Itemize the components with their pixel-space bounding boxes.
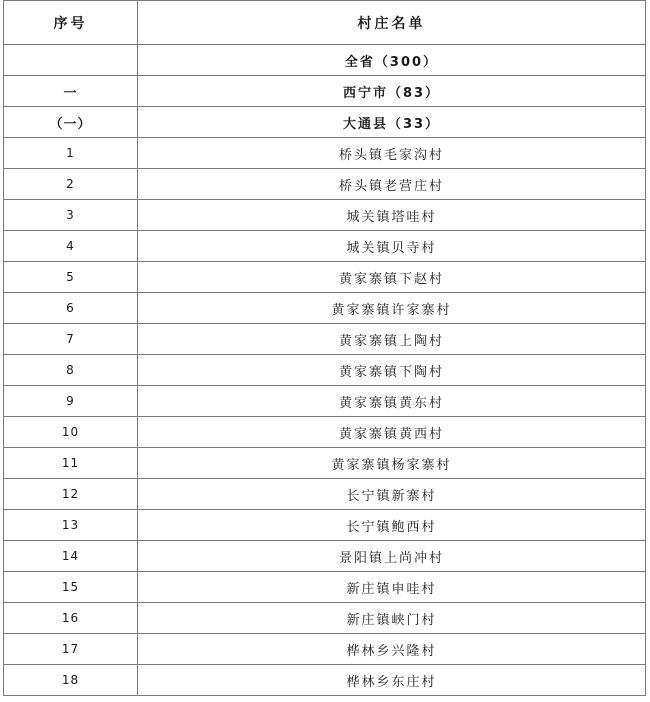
table-row bbox=[4, 324, 646, 355]
summary-row-city bbox=[4, 76, 646, 107]
village-name: 黄家寨镇上陶村 bbox=[138, 324, 646, 355]
row-index: 5 bbox=[4, 262, 138, 293]
summary-name: 全省（300） bbox=[138, 45, 646, 76]
row-index: 2 bbox=[4, 169, 138, 200]
row-index: 18 bbox=[4, 665, 138, 696]
village-name: 黄家寨镇杨家寨村 bbox=[138, 448, 646, 479]
row-index: 12 bbox=[4, 479, 138, 510]
village-name: 长宁镇鲍西村 bbox=[138, 510, 646, 541]
table-header-row bbox=[4, 1, 646, 45]
row-index: 13 bbox=[4, 510, 138, 541]
village-name: 黄家寨镇黄西村 bbox=[138, 417, 646, 448]
row-index: 4 bbox=[4, 231, 138, 262]
row-index: 1 bbox=[4, 138, 138, 169]
table-row bbox=[4, 231, 646, 262]
table-row bbox=[4, 138, 646, 169]
summary-name: 大通县（33） bbox=[138, 107, 646, 138]
row-index: 11 bbox=[4, 448, 138, 479]
table-row bbox=[4, 262, 646, 293]
row-index: 7 bbox=[4, 324, 138, 355]
row-index: 17 bbox=[4, 634, 138, 665]
table-row bbox=[4, 510, 646, 541]
table-row bbox=[4, 541, 646, 572]
village-name: 桦林乡兴隆村 bbox=[138, 634, 646, 665]
summary-row-county bbox=[4, 107, 646, 138]
summary-index: 一 bbox=[4, 76, 138, 107]
table-row bbox=[4, 572, 646, 603]
village-name: 城关镇贝寺村 bbox=[138, 231, 646, 262]
row-index: 10 bbox=[4, 417, 138, 448]
summary-row-province bbox=[4, 45, 646, 76]
table-row bbox=[4, 479, 646, 510]
summary-index bbox=[4, 45, 138, 76]
row-index: 6 bbox=[4, 293, 138, 324]
village-name: 新庄镇申哇村 bbox=[138, 572, 646, 603]
table-row bbox=[4, 665, 646, 696]
table-row bbox=[4, 200, 646, 231]
village-name: 黄家寨镇下赵村 bbox=[138, 262, 646, 293]
row-index: 8 bbox=[4, 355, 138, 386]
row-index: 15 bbox=[4, 572, 138, 603]
village-name: 景阳镇上尚冲村 bbox=[138, 541, 646, 572]
village-name: 黄家寨镇许家寨村 bbox=[138, 293, 646, 324]
village-name: 黄家寨镇黄东村 bbox=[138, 386, 646, 417]
header-village-list: 村庄名单 bbox=[138, 1, 646, 45]
table-row bbox=[4, 603, 646, 634]
header-index: 序号 bbox=[4, 1, 138, 45]
row-index: 16 bbox=[4, 603, 138, 634]
table-row bbox=[4, 169, 646, 200]
village-list-table bbox=[3, 0, 646, 696]
table-row bbox=[4, 448, 646, 479]
village-name: 桥头镇毛家沟村 bbox=[138, 138, 646, 169]
summary-index: （一） bbox=[4, 107, 138, 138]
summary-name: 西宁市（83） bbox=[138, 76, 646, 107]
row-index: 9 bbox=[4, 386, 138, 417]
village-name: 桦林乡东庄村 bbox=[138, 665, 646, 696]
table-row bbox=[4, 634, 646, 665]
village-name: 桥头镇老营庄村 bbox=[138, 169, 646, 200]
village-name: 黄家寨镇下陶村 bbox=[138, 355, 646, 386]
row-index: 14 bbox=[4, 541, 138, 572]
row-index: 3 bbox=[4, 200, 138, 231]
table-row bbox=[4, 417, 646, 448]
village-name: 新庄镇峡门村 bbox=[138, 603, 646, 634]
table-row bbox=[4, 386, 646, 417]
village-name: 城关镇塔哇村 bbox=[138, 200, 646, 231]
table-row bbox=[4, 293, 646, 324]
village-name: 长宁镇新寨村 bbox=[138, 479, 646, 510]
table-row bbox=[4, 355, 646, 386]
